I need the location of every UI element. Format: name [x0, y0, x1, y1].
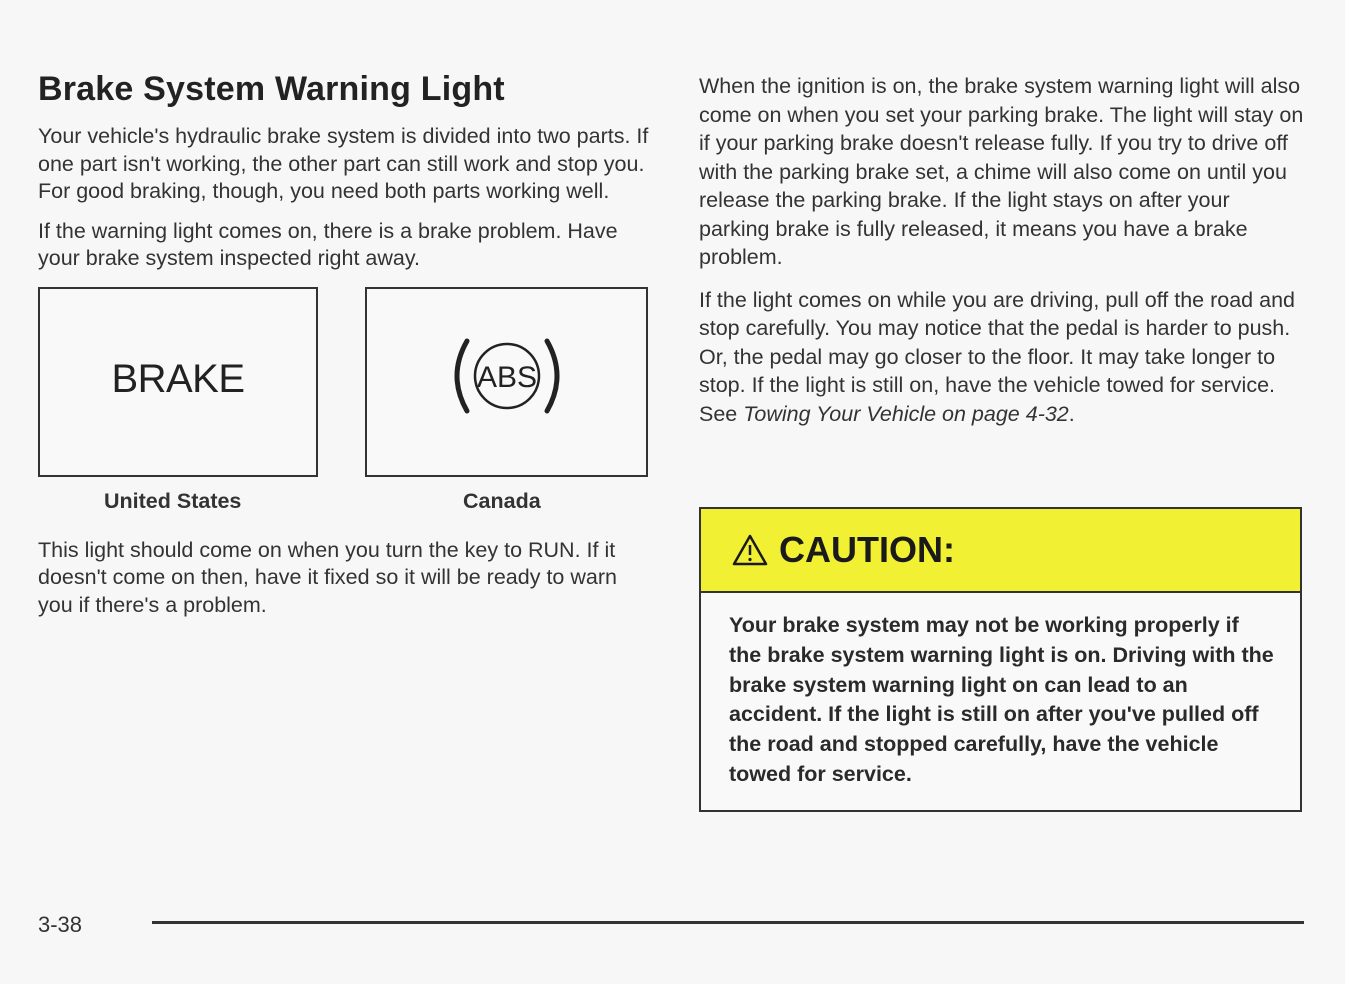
abs-warning-icon: [447, 331, 567, 421]
abs-symbol-text: ABS: [476, 360, 538, 394]
page-heading: Brake System Warning Light: [38, 70, 505, 108]
caption-united-states: United States: [104, 488, 242, 513]
intro-paragraph: Your vehicle's hydraulic brake system is divided into two parts. If one part isn't working, the other part can still work and stop you. For good braking, though, you need both parts working well.: [38, 124, 649, 203]
caution-body: Your brake system may not be working properly if the brake system warning light is on. Driving with the brake system warning light on can lead to an accident. If the light is still on after you've pulled off the road and stopped carefully, have the vehicle towed for service.: [729, 613, 1274, 786]
brake-light-figure: [38, 287, 318, 477]
page-number: 3-38: [38, 912, 83, 937]
caution-box: [699, 507, 1302, 812]
abs-light-figure: [365, 287, 648, 477]
driving-paragraph-text: If the light comes on while you are driving, pull off the road and stop carefully. You may notice that the pedal is harder to push. Or, the pedal may go closer to the floor. It may take longer to stop. If the light is still on, have the vehicle towed for service. See: [699, 287, 1295, 426]
right-column: [699, 72, 1304, 442]
towing-reference-link[interactable]: Towing Your Vehicle on page 4-32: [743, 401, 1069, 426]
warning-light-figures: [38, 287, 653, 537]
warning-triangle-icon: [731, 533, 769, 567]
left-column: [38, 70, 653, 631]
driving-paragraph-end: .: [1068, 401, 1075, 426]
footer-rule: [152, 921, 1304, 924]
driving-paragraph: [699, 286, 1304, 429]
caution-header: [701, 509, 1300, 593]
caption-canada: Canada: [463, 488, 541, 513]
brake-symbol-text: BRAKE: [111, 356, 245, 401]
key-run-paragraph: This light should come on when you turn the key to RUN. If it doesn't come on then, have it fixed so it will be ready to warn you if there's a problem.: [38, 537, 617, 617]
warning-paragraph: If the warning light comes on, there is a brake problem. Have your brake system inspected right away.: [38, 218, 618, 270]
parking-brake-paragraph: When the ignition is on, the brake system warning light will also come on when you set your parking brake. The light will stay on if your parking brake doesn't release fully. If you try to drive off with the parking brake set, a chime will also come on until you release the parking brake. If the light stays on after your parking brake is fully released, it means you have a brake problem.: [699, 74, 1304, 269]
caution-title: CAUTION:: [779, 529, 955, 570]
